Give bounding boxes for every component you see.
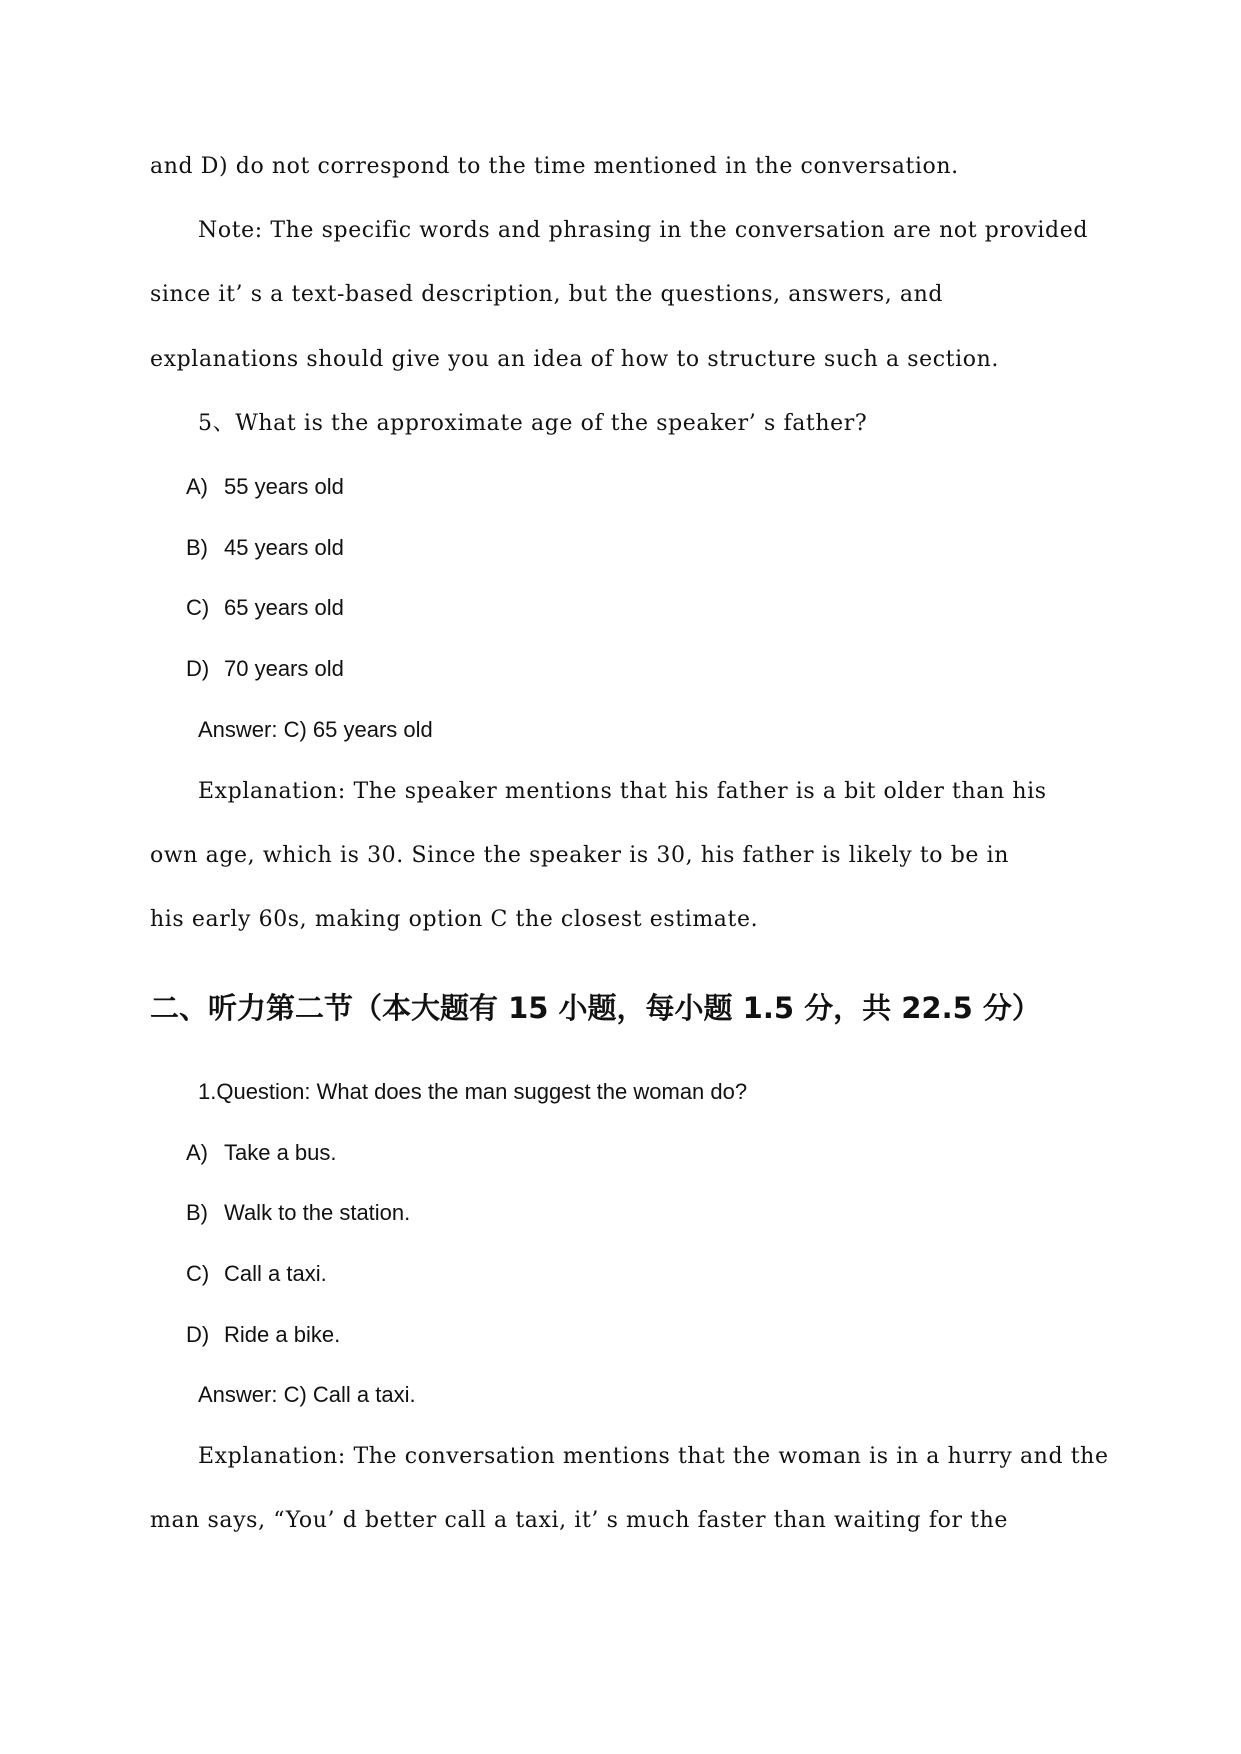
explanation-line: own age, which is 30. Since the speaker is 30, his father is likely to be in (150, 843, 1010, 868)
option-letter: C) (186, 1261, 210, 1286)
option-text: 65 years old (224, 595, 344, 620)
option-letter: C) (186, 595, 210, 620)
note-line: Note: The specific words and phrasing in the conversation are not provided (198, 218, 1089, 243)
option-b (186, 1202, 410, 1224)
option-letter: B) (186, 535, 208, 560)
option-text: 55 years old (224, 474, 344, 499)
option-text: Ride a bike. (224, 1322, 341, 1347)
explanation-line: his early 60s, making option C the closest estimate. (150, 907, 759, 932)
option-d (186, 658, 344, 680)
section-heading: 二、听力第二节（本大题有 15 小题，每小题 1.5 分，共 22.5 分） (150, 991, 1041, 1025)
option-letter: A) (186, 1140, 208, 1165)
option-letter: D) (186, 1322, 210, 1347)
option-c (186, 1263, 327, 1285)
explanation-line: Explanation: The speaker mentions that his father is a bit older than his (198, 779, 1047, 804)
option-letter: D) (186, 656, 210, 681)
answer: Answer: C) Call a taxi. (198, 1382, 416, 1407)
option-d (186, 1324, 340, 1346)
note-line: since it’ s a text-based description, but the questions, answers, and (150, 282, 944, 307)
explanation-line: man says, “You’ d better call a taxi, it’ s much faster than waiting for the (150, 1508, 1009, 1533)
option-text: Walk to the station. (224, 1200, 411, 1225)
question-5: 5、What is the approximate age of the speaker’ s father? (198, 411, 868, 436)
answer: Answer: C) 65 years old (198, 717, 433, 742)
note-line: explanations should give you an idea of how to structure such a section. (150, 347, 999, 372)
option-c (186, 597, 344, 619)
explanation-line: Explanation: The conversation mentions that the woman is in a hurry and the (198, 1444, 1109, 1469)
paragraph-line: and D) do not correspond to the time mentioned in the conversation. (150, 154, 959, 179)
option-a (186, 476, 344, 498)
question-1: 1.Question: What does the man suggest the woman do? (198, 1079, 748, 1104)
option-text: Call a taxi. (224, 1261, 327, 1286)
option-b (186, 537, 344, 559)
option-letter: A) (186, 474, 208, 499)
option-text: 70 years old (224, 656, 344, 681)
option-text: Take a bus. (224, 1140, 337, 1165)
option-a (186, 1142, 337, 1164)
option-letter: B) (186, 1200, 208, 1225)
option-text: 45 years old (224, 535, 344, 560)
